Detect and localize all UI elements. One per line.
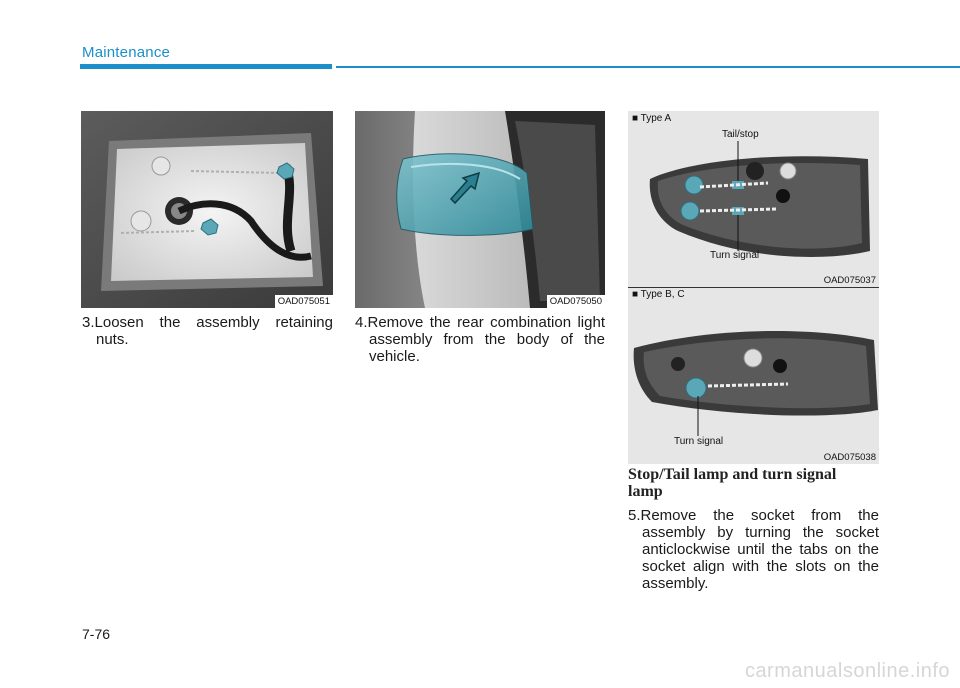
figure-code: OAD075038 xyxy=(823,452,876,463)
turn-signal-callout: Turn signal xyxy=(710,250,760,261)
step-5-continuation: assembly. xyxy=(642,575,709,592)
figure-code: OAD075037 xyxy=(823,275,876,286)
figure-rear-combination-light xyxy=(355,111,605,308)
step-3-text: 3.Loosen the assembly retaining xyxy=(82,314,333,331)
step-4-text: 4.Remove the rear combination light xyxy=(355,314,605,331)
step-3 xyxy=(82,314,333,348)
figure-type-a xyxy=(628,111,879,287)
section-title: Maintenance xyxy=(82,44,171,61)
tail-stop-callout: Tail/stop xyxy=(722,129,759,140)
header-rule-thin xyxy=(336,66,960,68)
turn-signal-callout: Turn signal xyxy=(674,436,724,447)
header-rule-thick xyxy=(80,64,332,69)
figure-type-b-c xyxy=(628,288,879,464)
figure-code: OAD075051 xyxy=(275,295,333,308)
step-5 xyxy=(628,507,879,592)
step-5-continuation: socket align with the slots on the xyxy=(642,558,879,575)
page-number: 7-76 xyxy=(82,626,111,642)
type-b-c-label: ■ Type B, C xyxy=(632,289,685,300)
watermark: carmanualsonline.info xyxy=(744,660,950,682)
step-4-continuation: vehicle. xyxy=(369,348,420,365)
heading-line: Stop/Tail lamp and turn signal xyxy=(628,466,837,483)
heading-line: lamp xyxy=(628,483,663,500)
step-5-continuation: anticlockwise until the tabs on the xyxy=(642,541,879,558)
step-5-text: 5.Remove the socket from the xyxy=(628,507,879,524)
assembly-nuts-illustration xyxy=(81,111,333,308)
subsection-heading xyxy=(628,466,836,500)
type-a-label: ■ Type A xyxy=(632,113,672,124)
figure-assembly-nuts xyxy=(81,111,333,308)
step-4 xyxy=(355,314,605,365)
type-b-c-lamp-illustration xyxy=(628,288,879,464)
rear-combination-light-illustration xyxy=(355,111,605,308)
step-5-continuation: assembly by turning the socket xyxy=(642,524,879,541)
step-4-continuation: assembly from the body of the xyxy=(369,331,605,348)
step-3-continuation: nuts. xyxy=(96,331,129,348)
figure-code: OAD075050 xyxy=(547,295,605,308)
